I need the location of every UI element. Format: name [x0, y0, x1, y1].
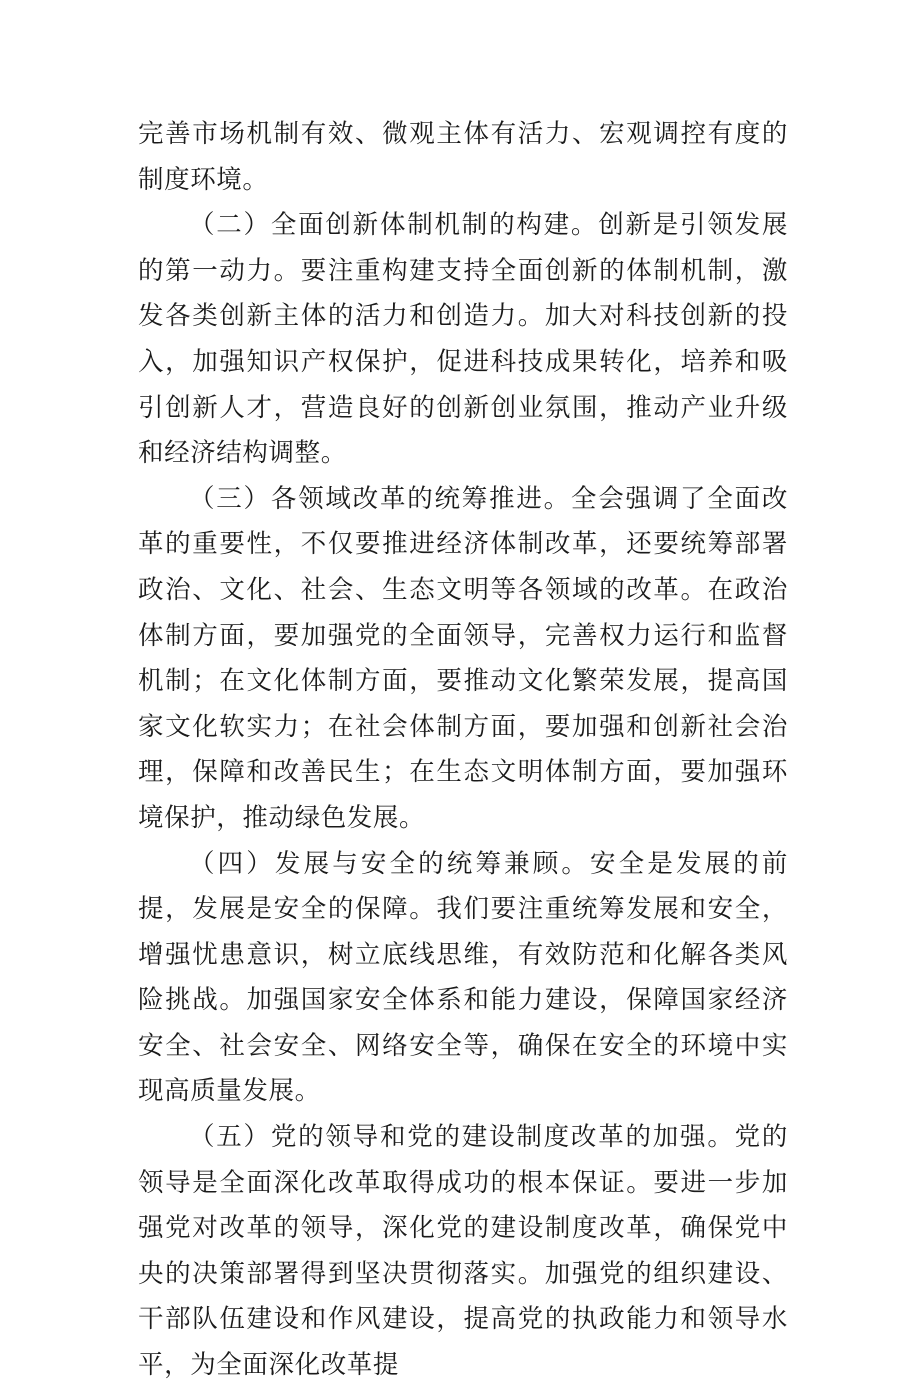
paragraph-party-leadership: （五）党的领导和党的建设制度改革的加强。党的领导是全面深化改革取得成功的根本保证。要进一步加强党对改革的领导，深化党的建设制度改革，确保党中央的决策部署得到坚决贯彻落实。加强党的组织建设、干部队伍建设和作风建设，提高党的执政能力和领导水平，为全面深化改革提 [138, 1122, 788, 1381]
paragraph-coordinated-reform: （三）各领域改革的统筹推进。全会强调了全面改革的重要性，不仅要推进经济体制改革，还要统筹部署政治、文化、社会、生态文明等各领域的改革。在政治体制方面，要加强党的全面领导，完善权力运行和监督机制；在文化体制方面，要推动文化繁荣发展，提高国家文化软实力；在社会体制方面，要加强和创新社会治理，保障和改善民生；在生态文明体制方面，要加强环境保护，推动绿色发展。 [138, 483, 788, 833]
paragraph-development-security: （四）发展与安全的统筹兼顾。安全是发展的前提，发展是安全的保障。我们要注重统筹发展和安全，增强忧患意识，树立底线思维，有效防范和化解各类风险挑战。加强国家安全体系和能力建设，保障国家经济安全、社会安全、网络安全等，确保在安全的环境中实现高质量发展。 [138, 848, 788, 1107]
paragraph-innovation-mechanism: （二）全面创新体制机制的构建。创新是引领发展的第一动力。要注重构建支持全面创新的体制机制，激发各类创新主体的活力和创造力。加大对科技创新的投入，加强知识产权保护，促进科技成果转化，培养和吸引创新人才，营造良好的创新创业氛围，推动产业升级和经济结构调整。 [138, 210, 788, 469]
paragraph-continuation: 完善市场机制有效、微观主体有活力、宏观调控有度的制度环境。 [138, 119, 788, 195]
document-page [138, 112, 788, 1389]
